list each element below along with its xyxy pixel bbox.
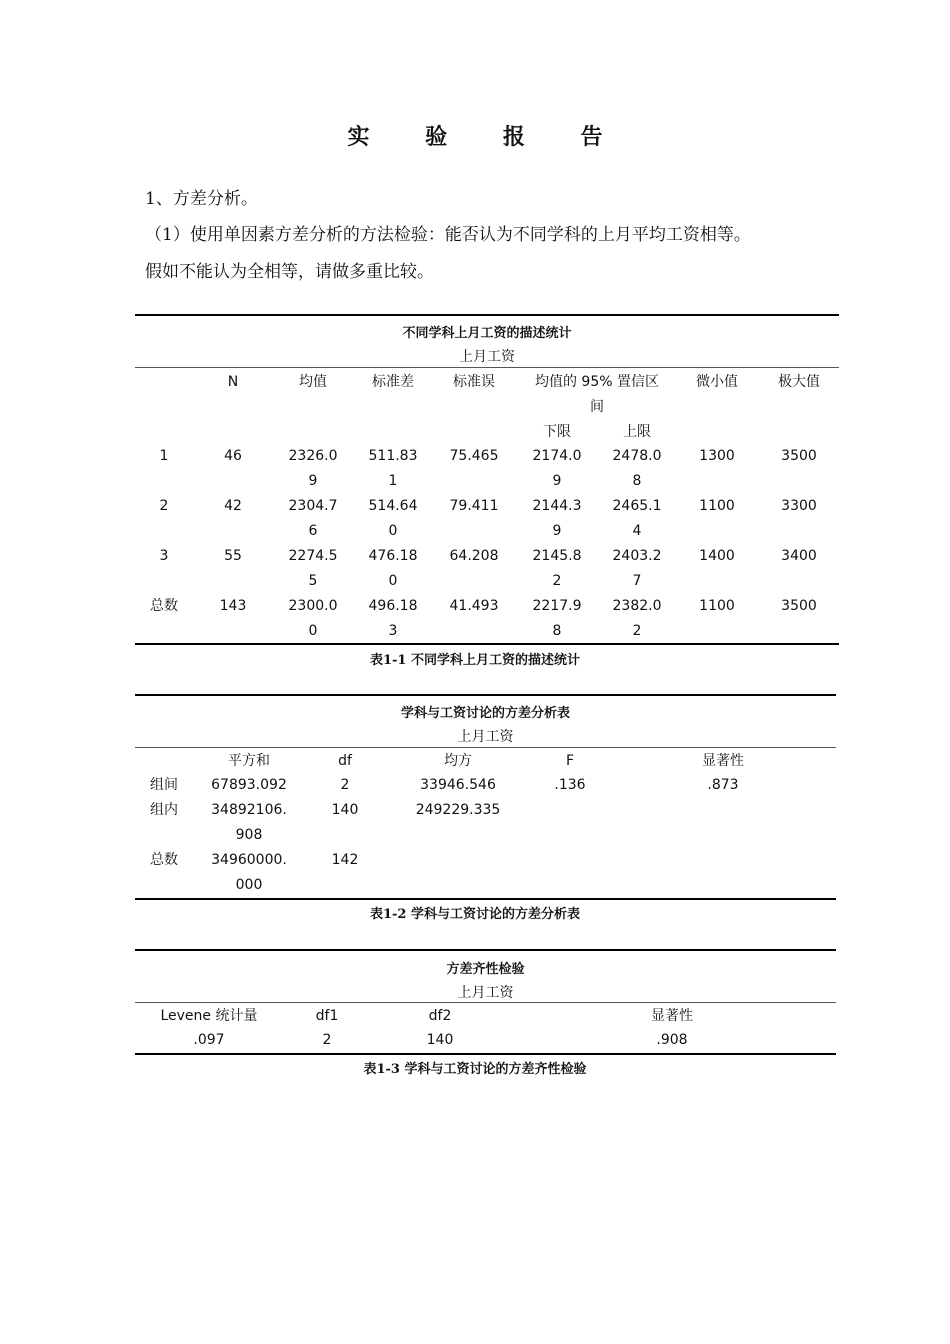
cell-max: 3300 bbox=[781, 498, 817, 514]
cell-mean: 2274.5 bbox=[288, 548, 338, 564]
cell-ss: 34892106. bbox=[211, 802, 287, 818]
table-caption: 表1-3 学科与工资讨论的方差齐性检验 bbox=[363, 1062, 587, 1077]
homogeneity-table bbox=[135, 949, 836, 1055]
header-f: F bbox=[565, 753, 575, 769]
cell-min: 1300 bbox=[699, 448, 735, 464]
cell-lower-cont: 2 bbox=[552, 573, 562, 589]
cell-max: 3500 bbox=[781, 598, 817, 614]
cell-ss-cont: 908 bbox=[235, 827, 263, 843]
header-ci-cont: 间 bbox=[590, 399, 604, 415]
cell-se: 64.208 bbox=[449, 548, 499, 564]
cell-sig: .908 bbox=[656, 1032, 688, 1048]
cell-upper-cont: 7 bbox=[632, 573, 642, 589]
cell-sd: 496.18 bbox=[368, 598, 418, 614]
header-rule bbox=[135, 367, 839, 368]
header-ss: 平方和 bbox=[228, 753, 270, 769]
cell-df: 142 bbox=[331, 852, 359, 868]
page-title: 实 验 报 告 bbox=[347, 125, 627, 150]
header-min: 微小值 bbox=[696, 374, 738, 390]
header-ms: 均方 bbox=[444, 753, 472, 769]
table-caption: 表1-1 不同学科上月工资的描述统计 bbox=[369, 653, 580, 668]
table-subtitle: 上月工资 bbox=[457, 729, 514, 745]
cell-se: 41.493 bbox=[449, 598, 499, 614]
cell-upper: 2403.2 bbox=[612, 548, 662, 564]
cell-df: 2 bbox=[340, 777, 350, 793]
table-title: 不同学科上月工资的描述统计 bbox=[402, 326, 572, 341]
cell-mean: 2300.0 bbox=[288, 598, 338, 614]
header-mean: 均值 bbox=[299, 374, 327, 390]
cell-upper-cont: 4 bbox=[632, 523, 642, 539]
header-n: N bbox=[227, 374, 239, 390]
cell-sd: 514.64 bbox=[368, 498, 418, 514]
cell-mean-cont: 5 bbox=[308, 573, 318, 589]
question-line-2: 假如不能认为全相等，请做多重比较。 bbox=[145, 262, 434, 282]
cell-df2: 140 bbox=[426, 1032, 454, 1048]
cell-sd-cont: 0 bbox=[388, 523, 398, 539]
table-title: 学科与工资讨论的方差分析表 bbox=[400, 706, 570, 721]
cell-n: 143 bbox=[219, 598, 247, 614]
table-subtitle: 上月工资 bbox=[457, 985, 514, 1001]
cell-sd-cont: 0 bbox=[388, 573, 398, 589]
cell-upper-cont: 8 bbox=[632, 473, 642, 489]
cell-lower: 2174.0 bbox=[532, 448, 582, 464]
cell-lower: 2145.8 bbox=[532, 548, 582, 564]
row-label: 总数 bbox=[150, 598, 178, 614]
cell-levene: .097 bbox=[193, 1032, 225, 1048]
header-df: df bbox=[338, 753, 352, 769]
cell-se: 75.465 bbox=[449, 448, 499, 464]
cell-lower: 2217.9 bbox=[532, 598, 582, 614]
row-label: 2 bbox=[159, 498, 169, 514]
header-rule bbox=[135, 1002, 836, 1003]
cell-upper: 2382.0 bbox=[612, 598, 662, 614]
descriptive-stats-table bbox=[135, 314, 839, 645]
cell-sig: .873 bbox=[707, 777, 739, 793]
cell-df: 140 bbox=[331, 802, 359, 818]
cell-ss: 34960000. bbox=[211, 852, 287, 868]
cell-ss-cont: 000 bbox=[235, 877, 263, 893]
cell-upper: 2478.0 bbox=[612, 448, 662, 464]
cell-min: 1400 bbox=[699, 548, 735, 564]
table-caption: 表1-2 学科与工资讨论的方差分析表 bbox=[369, 907, 580, 922]
section-heading: 1、方差分析。 bbox=[145, 189, 258, 209]
cell-ms: 249229.335 bbox=[415, 802, 501, 818]
header-df2: df2 bbox=[428, 1008, 452, 1024]
cell-sd-cont: 3 bbox=[388, 623, 398, 639]
table-title: 方差齐性检验 bbox=[446, 962, 525, 977]
row-label: 总数 bbox=[150, 852, 178, 868]
cell-min: 1100 bbox=[699, 598, 735, 614]
row-label: 组间 bbox=[150, 777, 178, 793]
cell-sd: 476.18 bbox=[368, 548, 418, 564]
cell-n: 46 bbox=[224, 448, 242, 464]
cell-mean: 2304.7 bbox=[288, 498, 338, 514]
cell-mean-cont: 6 bbox=[308, 523, 318, 539]
cell-lower-cont: 8 bbox=[552, 623, 562, 639]
header-sig: 显著性 bbox=[651, 1008, 693, 1024]
cell-se: 79.411 bbox=[449, 498, 499, 514]
cell-lower-cont: 9 bbox=[552, 473, 562, 489]
cell-min: 1100 bbox=[699, 498, 735, 514]
cell-sd-cont: 1 bbox=[388, 473, 398, 489]
cell-max: 3400 bbox=[781, 548, 817, 564]
cell-lower: 2144.3 bbox=[532, 498, 582, 514]
cell-mean: 2326.0 bbox=[288, 448, 338, 464]
cell-ms: 33946.546 bbox=[420, 777, 496, 793]
table-subtitle: 上月工资 bbox=[459, 349, 515, 365]
cell-max: 3500 bbox=[781, 448, 817, 464]
cell-mean-cont: 9 bbox=[308, 473, 318, 489]
row-label: 1 bbox=[159, 448, 169, 464]
cell-ss: 67893.092 bbox=[211, 777, 287, 793]
header-max: 极大值 bbox=[778, 374, 820, 390]
header-sig: 显著性 bbox=[702, 753, 744, 769]
row-label: 3 bbox=[159, 548, 169, 564]
header-lower: 下限 bbox=[543, 424, 571, 440]
header-rule bbox=[135, 747, 836, 748]
header-ci: 均值的 95% 置信区 bbox=[534, 374, 660, 390]
cell-df1: 2 bbox=[322, 1032, 332, 1048]
header-se: 标准误 bbox=[453, 374, 495, 390]
cell-upper: 2465.1 bbox=[612, 498, 662, 514]
header-upper: 上限 bbox=[623, 424, 651, 440]
cell-lower-cont: 9 bbox=[552, 523, 562, 539]
cell-sd: 511.83 bbox=[368, 448, 418, 464]
header-levene: Levene 统计量 bbox=[160, 1008, 258, 1024]
cell-n: 42 bbox=[224, 498, 242, 514]
cell-n: 55 bbox=[224, 548, 242, 564]
header-sd: 标准差 bbox=[372, 374, 414, 390]
cell-mean-cont: 0 bbox=[308, 623, 318, 639]
anova-table bbox=[135, 694, 836, 900]
cell-upper-cont: 2 bbox=[632, 623, 642, 639]
row-label: 组内 bbox=[150, 802, 178, 818]
cell-f: .136 bbox=[554, 777, 586, 793]
header-df1: df1 bbox=[315, 1008, 339, 1024]
question-line-1: （1）使用单因素方差分析的方法检验：能否认为不同学科的上月平均工资相等。 bbox=[145, 225, 751, 245]
